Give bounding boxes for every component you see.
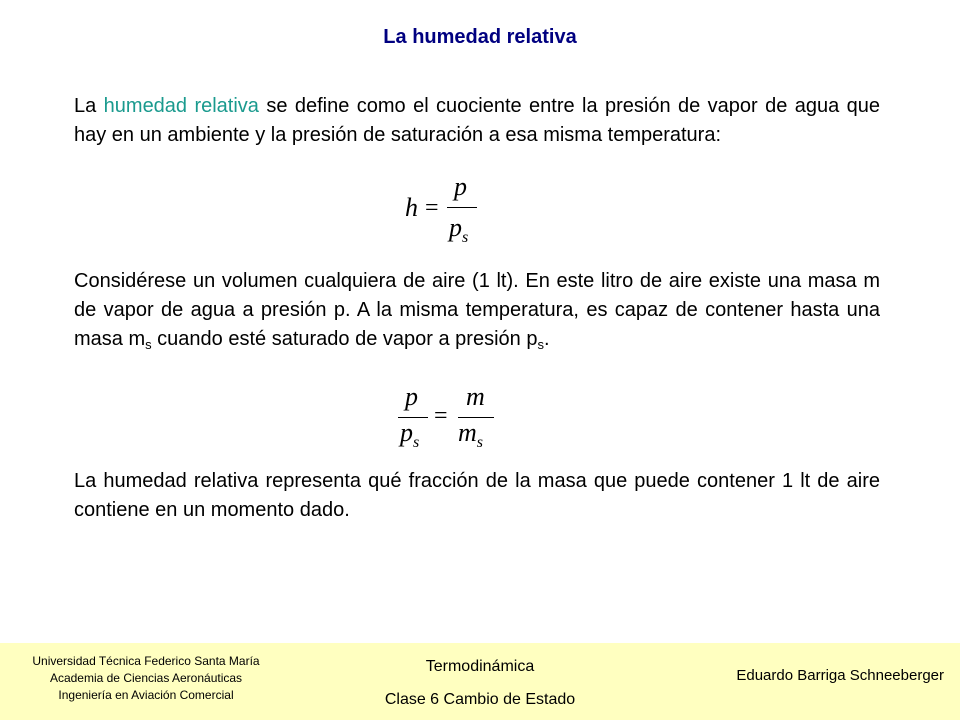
footer-course-name: Termodinámica [425, 658, 535, 675]
formula2-right-denominator: $m_s$ [458, 418, 484, 452]
paragraph-definition [74, 92, 880, 150]
p1-before: La [74, 95, 104, 117]
p1-after: se define como el cuociente entre la presión de vapor de agua que hay en un ambiente y la presión de saturación a esa misma temperatura: [74, 95, 880, 146]
slide-footer [0, 643, 960, 720]
formula-mass-ratio [396, 382, 496, 452]
footer-program: Ingeniería en Aviación Comercial [58, 688, 234, 702]
p2-part2: cuando esté saturado de vapor a presión p [151, 328, 538, 350]
formula1-fraction-bar [447, 207, 477, 208]
p2-sub1: s [145, 337, 152, 352]
p2-sub2: s [537, 337, 544, 352]
slide-title: La humedad relativa [383, 26, 577, 48]
formula1-equals: = [425, 195, 439, 221]
formula2-right-numerator: m [466, 382, 485, 411]
footer-university: Universidad Técnica Federico Santa María [32, 654, 260, 668]
formula1-numerator: p [454, 172, 467, 201]
formula2-equals: = [434, 403, 448, 429]
formula2-left-denominator: $p_s$ [400, 418, 420, 452]
paragraph-volume [74, 267, 880, 354]
footer-class-title: Clase 6 Cambio de Estado [384, 691, 576, 708]
formula1-lhs: h [405, 193, 418, 222]
highlighted-term: humedad relativa [103, 95, 259, 117]
paragraph-conclusion: La humedad relativa representa qué fracción de la masa que puede contener 1 lt de aire contiene en un momento dado. [74, 470, 880, 521]
footer-author: Eduardo Barriga Schneeberger [736, 667, 944, 684]
footer-institution [0, 653, 292, 704]
formula2-left-numerator: p [405, 382, 418, 411]
footer-course [360, 657, 600, 710]
footer-academy: Academia de Ciencias Aeronáuticas [49, 671, 243, 685]
p2-part3: . [543, 328, 550, 350]
formula1-denominator: $p_s$ [449, 213, 469, 247]
p2-part1: Considérese un volumen cualquiera de aire (1 lt). En este litro de aire existe una masa m de vapor de agua a presión p. A la misma temperatura, es capaz de contener hasta una masa m [74, 270, 880, 350]
formula-relative-humidity [405, 172, 505, 247]
